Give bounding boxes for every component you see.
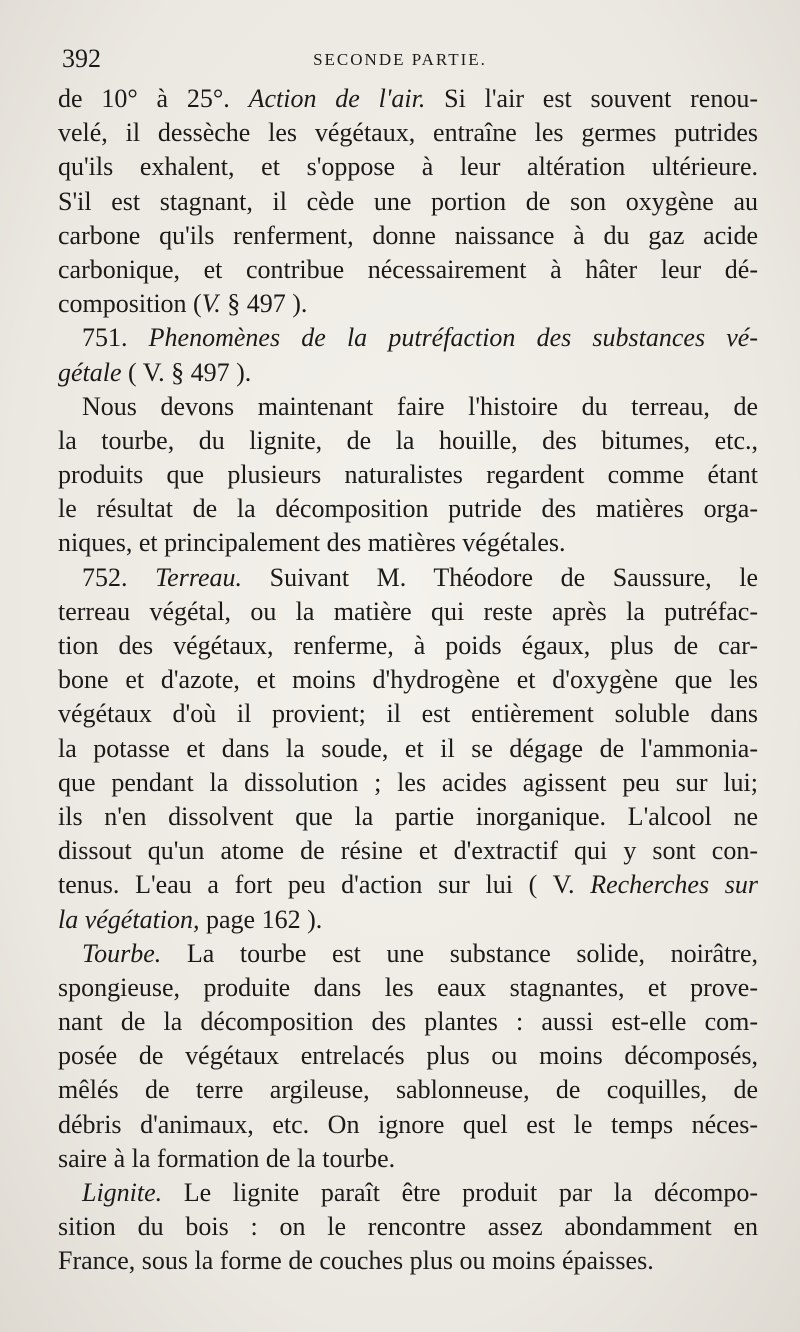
text-run: Suivant M. Théodore de Saussure, le: [242, 562, 758, 592]
italic-text: Tourbe.: [82, 938, 162, 968]
text-run: la tourbe, du lignite, de la houille, des bitumes, etc.,: [58, 425, 758, 455]
text-run: de 10° à 25°.: [58, 84, 249, 113]
text-line: [58, 629, 758, 663]
text-line: [58, 390, 758, 424]
text-run: 751.: [82, 323, 149, 353]
italic-text: Action de l'air.: [248, 84, 426, 113]
text-run: spongieuse, produite dans les eaux stagnantes, et prove-: [58, 972, 758, 1002]
text-line: [58, 868, 758, 902]
text-line: [58, 663, 758, 697]
text-line: [58, 766, 758, 800]
text-line: [58, 800, 758, 834]
text-run: La tourbe est une substance solide, noirâtre,: [161, 938, 758, 968]
text-run: mêlés de terre argileuse, sablonneuse, de coquilles, de: [58, 1075, 758, 1105]
italic-text: Phenomènes de la putréfaction des substances vé-: [148, 323, 758, 353]
text-run: dissout qu'un atome de résine et d'extractif qui y sont con-: [58, 836, 758, 866]
text-run: France, sous la forme de couches plus ou moins épaisses.: [58, 1246, 654, 1276]
text-line: [58, 458, 758, 492]
text-run: le résultat de la décomposition putride des matières orga-: [58, 494, 758, 524]
italic-text: gétale: [58, 357, 122, 387]
text-run: § 497 ).: [220, 289, 308, 319]
text-line: [58, 219, 758, 253]
text-line: [58, 1073, 758, 1107]
text-run: posée de végétaux entrelacés plus ou moins décomposés,: [58, 1041, 758, 1071]
text-run: ( V. § 497 ).: [121, 357, 252, 387]
text-run: carbonique, et contribue nécessairement à hâter leur dé-: [58, 254, 758, 284]
text-run: ils n'en dissolvent que la partie inorganique. L'alcool ne: [58, 801, 758, 831]
text-run: végétaux d'où il provient; il est entièrement soluble dans: [58, 699, 758, 729]
text-run: la potasse et dans la soude, et il se dégage de l'ammonia-: [58, 733, 758, 763]
text-run: page 162 ).: [199, 904, 323, 934]
text-run: tenus. L'eau a fort peu d'action sur lui ( V.: [58, 870, 591, 900]
text-line: [58, 1210, 758, 1244]
text-line: [58, 1039, 758, 1073]
text-line: [58, 732, 758, 766]
page-number: 392: [62, 44, 101, 73]
text-line: [58, 1142, 758, 1176]
text-line: [58, 1244, 758, 1278]
text-line: [58, 561, 758, 595]
text-run: bone et d'azote, et moins d'hydrogène et d'oxygène que les: [58, 665, 758, 695]
page-header: [62, 44, 738, 78]
text-line: [58, 356, 758, 390]
text-line: [58, 595, 758, 629]
text-line: [58, 150, 758, 184]
italic-text: Lignite.: [82, 1178, 163, 1207]
text-run: niques, et principalement des matières végétales.: [58, 528, 566, 558]
text-run: sition du bois : on le rencontre assez abondamment en: [58, 1212, 758, 1242]
text-run: tion des végétaux, renferme, à poids égaux, plus de car-: [58, 631, 758, 660]
text-line: [58, 1005, 758, 1039]
text-line: [58, 321, 758, 355]
text-line: [58, 492, 758, 526]
text-run: carbone qu'ils renferment, donne naissance à du gaz acide: [58, 220, 758, 250]
text-body: [58, 82, 758, 1279]
italic-text: la végétation,: [58, 904, 200, 934]
text-run: nant de la décomposition des plantes : aussi est-elle com-: [58, 1007, 758, 1037]
text-line: [58, 937, 758, 971]
text-line: [58, 1108, 758, 1142]
text-run: saire à la formation de la tourbe.: [58, 1143, 396, 1173]
running-head: SECONDE PARTIE.: [313, 50, 487, 69]
text-run: produits que plusieurs naturalistes regardent comme étant: [58, 460, 758, 490]
text-line: [58, 185, 758, 219]
italic-text: Terreau.: [155, 562, 243, 592]
text-run: S'il est stagnant, il cède une portion de son oxygène au: [58, 186, 758, 216]
text-line: [58, 424, 758, 458]
text-line: [58, 1176, 758, 1210]
text-run: Si l'air est souvent renou-: [425, 84, 759, 113]
text-line: [58, 253, 758, 287]
text-line: [58, 903, 758, 937]
italic-text: V.: [201, 289, 221, 319]
text-run: qu'ils exhalent, et s'oppose à leur altération ultérieure.: [58, 152, 758, 182]
text-line: [58, 697, 758, 731]
text-run: terreau végétal, ou la matière qui reste après la putréfac-: [58, 596, 758, 626]
text-run: velé, il dessèche les végétaux, entraîne les germes putrides: [58, 118, 758, 148]
italic-text: Recherches sur: [590, 870, 758, 900]
text-run: débris d'animaux, etc. On ignore quel est le temps néces-: [58, 1109, 758, 1139]
text-run: composition (: [58, 289, 202, 319]
text-line: [58, 526, 758, 560]
text-line: [58, 116, 758, 150]
text-run: Le lignite paraît être produit par la décompo-: [162, 1178, 758, 1207]
text-line: [58, 287, 758, 321]
text-run: Nous devons maintenant faire l'histoire du terreau, de: [82, 391, 758, 421]
text-line: [58, 82, 758, 116]
text-line: [58, 971, 758, 1005]
text-line: [58, 834, 758, 868]
text-run: 752.: [82, 562, 156, 592]
text-run: que pendant la dissolution ; les acides agissent peu sur lui;: [58, 767, 758, 797]
